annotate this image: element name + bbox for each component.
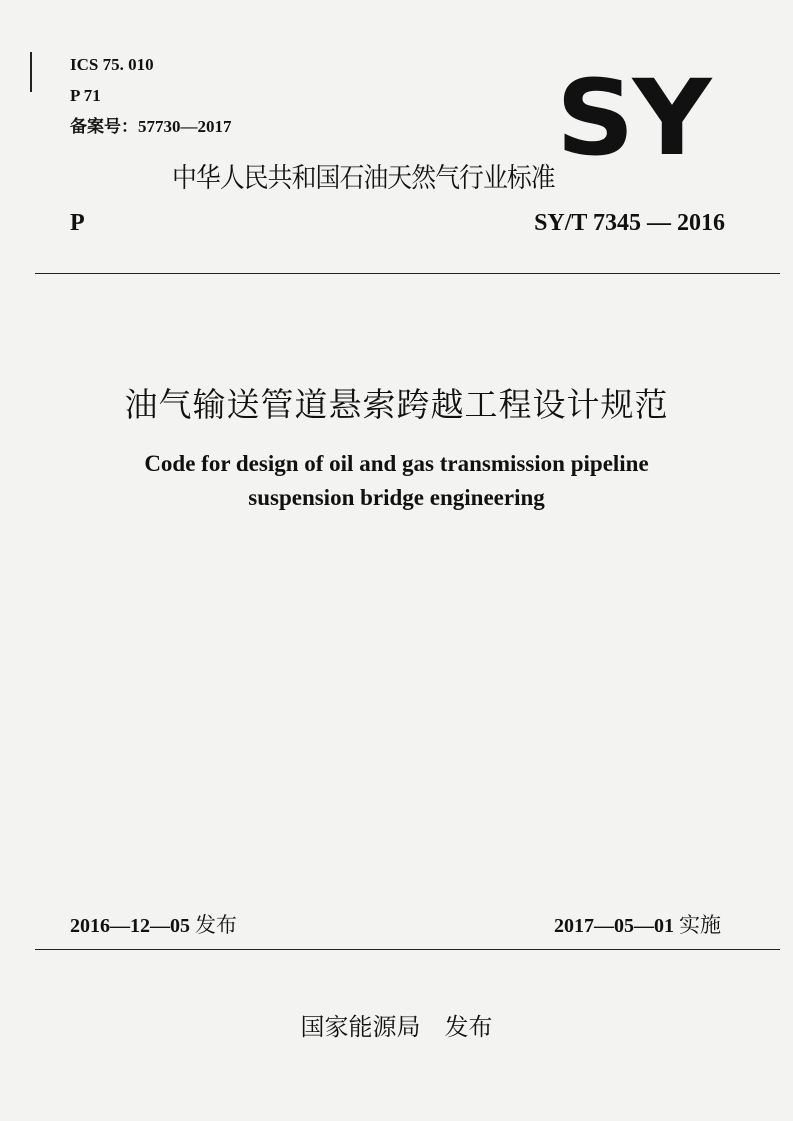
implement-date-block (554, 911, 721, 940)
issue-date: 2016—12—05 (70, 915, 190, 937)
standard-number: SY/T 7345 — 2016 (534, 210, 725, 236)
publisher: 国家能源局 发布 (300, 1013, 493, 1041)
implement-label: 实施 (679, 913, 721, 937)
record-number: 备案号：57730—2017 (70, 117, 232, 136)
sy-logo: SY (556, 57, 710, 179)
category-letter: P (70, 210, 85, 236)
issue-date-block (70, 911, 237, 940)
implement-date: 2017—05—01 (554, 915, 674, 937)
binding-mark (30, 52, 32, 92)
title-english-line-1: Code for design of oil and gas transmission pipeline (144, 451, 649, 476)
bottom-divider (35, 949, 780, 950)
title-chinese: 油气输送管道悬索跨越工程设计规范 (124, 385, 669, 424)
title-english-line-2: suspension bridge engineering (248, 485, 545, 510)
issue-label: 发布 (195, 913, 237, 937)
industry-standard-heading: 中华人民共和国石油天然气行业标准 (172, 163, 555, 194)
top-divider (35, 273, 780, 274)
ics-code: ICS 75. 010 (70, 55, 154, 74)
ccs-code: P 71 (70, 86, 101, 105)
